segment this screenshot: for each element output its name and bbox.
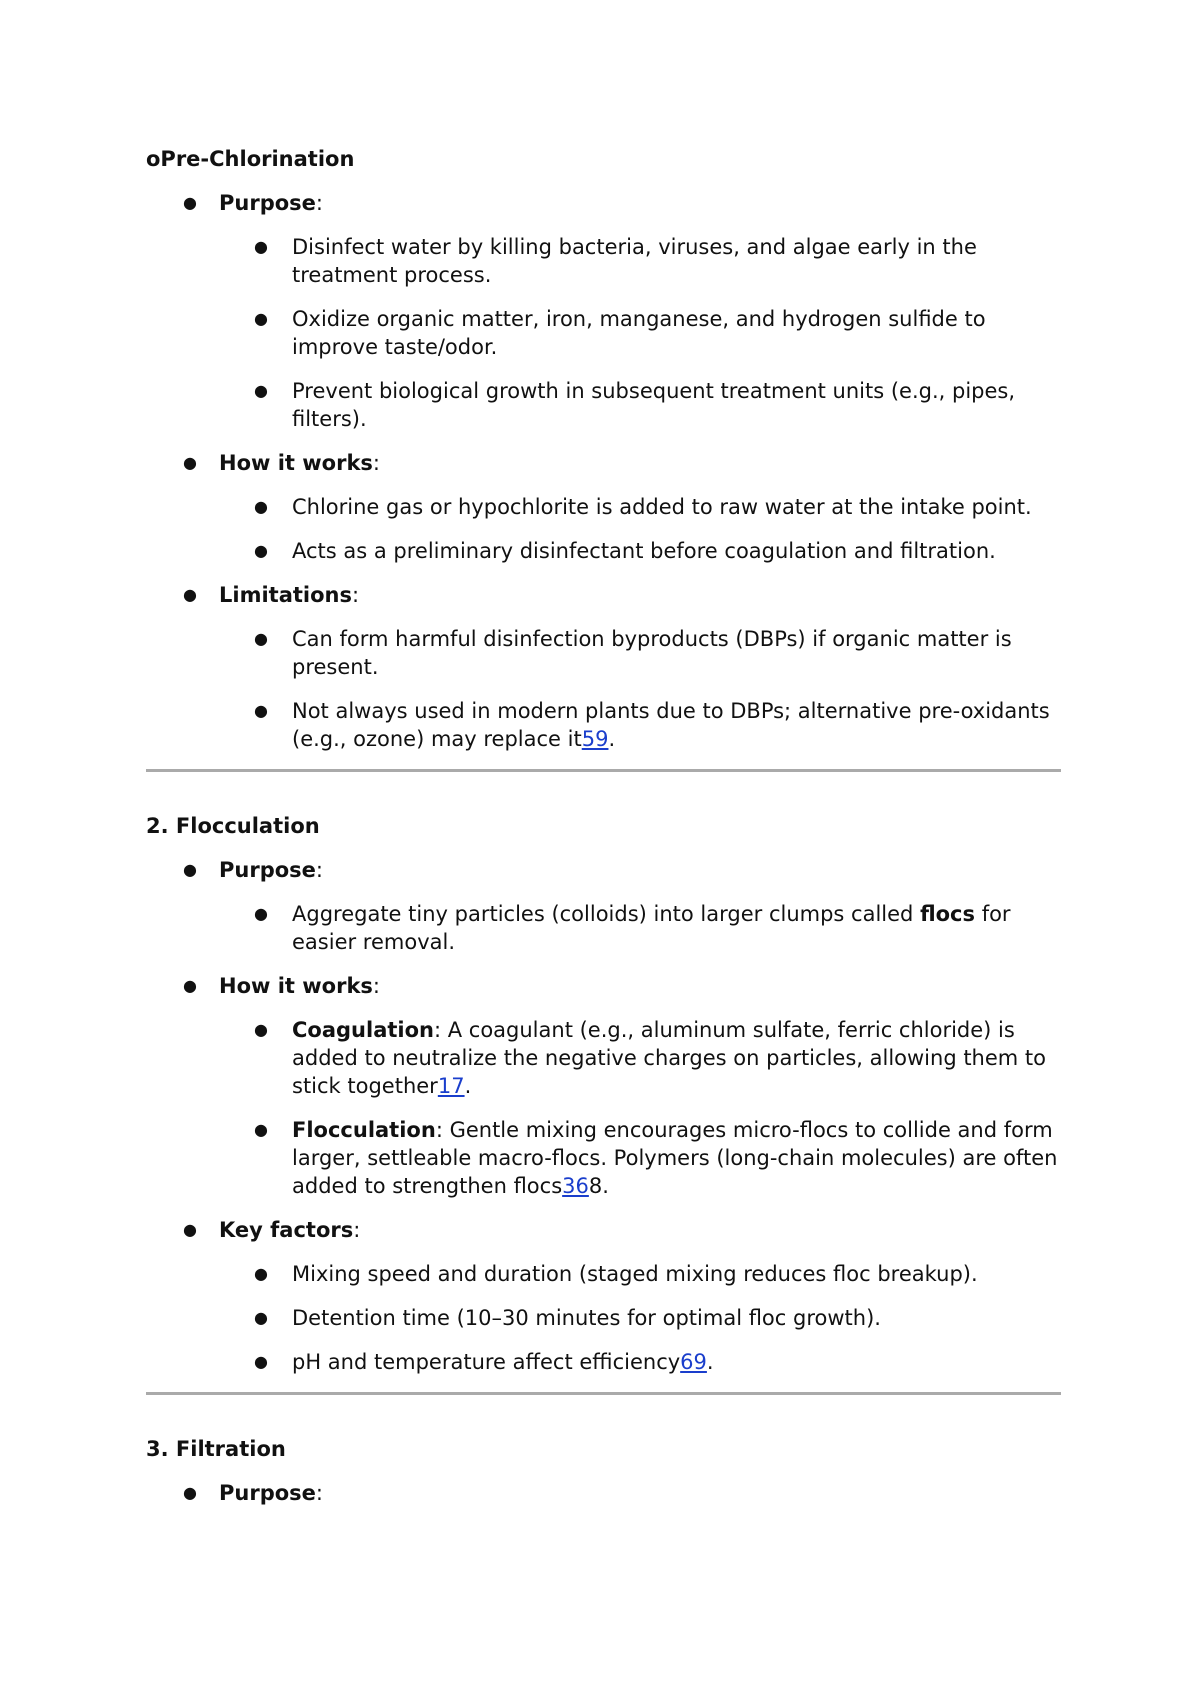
bullet-icon: ● (183, 585, 197, 604)
section-title: 3. Filtration (146, 1437, 286, 1461)
bullet-icon: ● (254, 237, 268, 256)
item-label: Purpose (219, 1481, 316, 1505)
reference-link[interactable]: 59 (581, 727, 609, 751)
bullet-icon: ● (183, 453, 197, 472)
list-item (146, 1260, 1061, 1288)
bullet-icon: ● (254, 381, 268, 400)
section-title: oPre-Chlorination (146, 147, 355, 171)
item-label: Flocculation (292, 1118, 436, 1142)
item-text: pH and temperature affect efficiency (292, 1350, 681, 1374)
bullet-icon: ● (254, 1264, 268, 1283)
item-text: : A coagulant (e.g., aluminum sulfate, ferric chloride) is added to neutralize the negative charges on particles, allowing them to stick together (292, 1018, 1047, 1098)
section-flocculation (146, 812, 1061, 1376)
item-label: How it works (219, 451, 373, 475)
list-item: ● Limitations: (183, 583, 360, 607)
item-text: Disinfect water by killing bacteria, viruses, and algae early in the treatment process. (292, 235, 977, 287)
reference-link[interactable]: 17 (437, 1074, 465, 1098)
item-text: for easier removal. (292, 902, 1011, 954)
item-label: Coagulation (292, 1018, 434, 1042)
bullet-icon: ● (183, 976, 197, 995)
bullet-icon: ● (183, 1220, 197, 1239)
list-item: ● Purpose: (183, 1481, 323, 1505)
item-text: Not always used in modern plants due to DBPs; alternative pre-oxidants (e.g., ozone) may replace it (292, 699, 1050, 751)
reference-link[interactable]: 69 (680, 1350, 707, 1374)
list-item: ● Flocculation: Gentle mixing encourages micro-flocs to collide and form larger, settleable macro-flocs. Polymers (long-chain molecules) are often added to strengthen flocs368. (254, 1118, 1058, 1198)
bullet-icon: ● (254, 541, 268, 560)
list-item (146, 625, 1061, 681)
item-label: How it works (219, 974, 373, 998)
item-text: Mixing speed and duration (staged mixing reduces floc breakup). (292, 1262, 978, 1286)
list-item: ● Coagulation: A coagulant (e.g., aluminum sulfate, ferric chloride) is added to neutralize the negative charges on particles, allowing them to stick together17. (254, 1018, 1047, 1098)
list-item: ● Purpose: (183, 858, 323, 882)
list-item: ● Purpose: (183, 191, 323, 215)
list-item (146, 900, 1061, 956)
list-item: ● pH and temperature affect efficiency69. (254, 1350, 714, 1374)
section-filtration (146, 1435, 1061, 1507)
bullet-icon: ● (254, 701, 268, 720)
bullet-icon: ● (254, 629, 268, 648)
item-text: Acts as a preliminary disinfectant before coagulation and filtration. (292, 539, 996, 563)
bullet-icon: ● (254, 497, 268, 516)
list-item: ● How it works: (183, 974, 380, 998)
document-content (146, 145, 1061, 1507)
list-item: ● Not always used in modern plants due to DBPs; alternative pre-oxidants (e.g., ozone) may replace it59. (254, 699, 1050, 751)
bullet-icon: ● (254, 1308, 268, 1327)
item-label: Key factors (219, 1218, 354, 1242)
bullet-icon: ● (254, 1020, 268, 1039)
item-text: Chlorine gas or hypochlorite is added to raw water at the intake point. (292, 495, 1032, 519)
item-text: Prevent biological growth in subsequent treatment units (e.g., pipes, filters). (292, 379, 1016, 431)
item-label: Limitations (219, 583, 352, 607)
bullet-icon: ● (254, 904, 268, 923)
item-label: Purpose (219, 858, 316, 882)
bullet-icon: ● (183, 1483, 197, 1502)
list-item (146, 305, 1061, 361)
bullet-icon: ● (254, 309, 268, 328)
item-text: Detention time (10–30 minutes for optimal floc growth). (292, 1306, 881, 1330)
item-text: Aggregate tiny particles (colloids) into larger clumps called (292, 902, 921, 926)
item-label: Purpose (219, 191, 316, 215)
item-text: 8 (588, 1174, 603, 1198)
section-pre-chlorination (146, 145, 1061, 753)
list-item (146, 233, 1061, 289)
item-text: : Gentle mixing encourages micro-flocs to collide and form larger, settleable macro-flocs. Polymers (long-chain molecules) are often added to strengthen flocs (292, 1118, 1058, 1198)
list-item: ● How it works: (183, 451, 380, 475)
list-item (146, 493, 1061, 521)
reference-link[interactable]: 36 (562, 1174, 589, 1198)
bullet-icon: ● (183, 193, 197, 212)
list-item (146, 377, 1061, 433)
list-item (146, 537, 1061, 565)
item-text: Can form harmful disinfection byproducts (DBPs) if organic matter is present. (292, 627, 1012, 679)
item-bold: flocs (920, 902, 976, 926)
item-text: Oxidize organic matter, iron, manganese, and hydrogen sulfide to improve taste/odor. (292, 307, 986, 359)
list-item (146, 1304, 1061, 1332)
bullet-icon: ● (183, 860, 197, 879)
section-title: 2. Flocculation (146, 814, 320, 838)
spacer (146, 772, 1061, 812)
spacer (146, 1395, 1061, 1435)
bullet-icon: ● (254, 1120, 268, 1139)
bullet-icon: ● (254, 1352, 268, 1371)
list-item: ● Key factors: (183, 1218, 361, 1242)
